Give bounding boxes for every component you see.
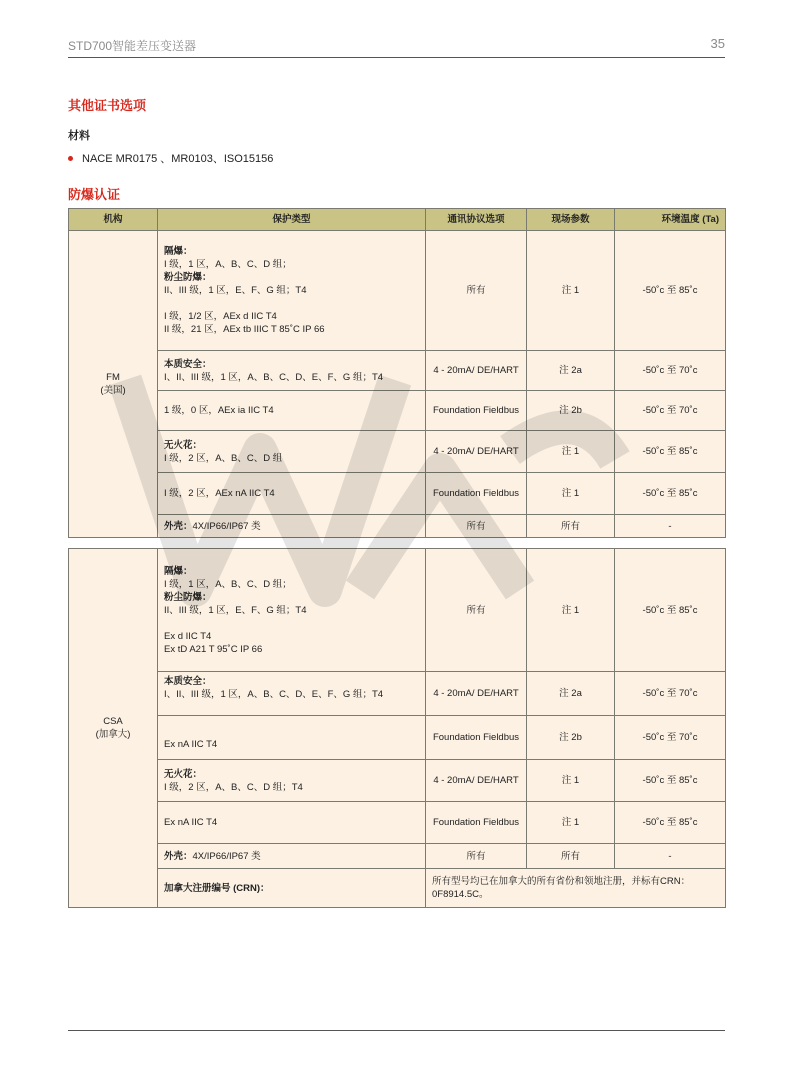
- protection-cell: [158, 351, 426, 391]
- table-row: [69, 802, 726, 844]
- certification-table-csa: [68, 548, 726, 908]
- protection-cell: [158, 672, 426, 716]
- param-cell: 注 1: [527, 231, 615, 351]
- crn-label-cell: 加拿大注册编号 (CRN)：: [158, 869, 426, 908]
- comm-cell: Foundation Fieldbus: [426, 716, 527, 760]
- protection-title: 无火花：: [164, 439, 203, 451]
- table-row: [69, 549, 726, 672]
- protection-title: 隔爆：: [164, 246, 193, 257]
- header-rule: [68, 57, 725, 58]
- protection-title: 粉尘防爆：: [164, 272, 212, 283]
- protection-cell: 1 级，0 区，AEx ia IIC T4: [158, 391, 426, 431]
- table-row: [69, 716, 726, 760]
- running-header-title: STD700智能差压变送器: [68, 39, 197, 53]
- param-cell: 注 2a: [527, 672, 615, 716]
- protection-cell: [158, 231, 426, 351]
- table-row: [69, 869, 726, 908]
- comm-cell: 所有: [426, 231, 527, 351]
- protection-line: II、III 级，1 区，E、F、G 组；T4: [164, 604, 307, 616]
- section-heading-other-certificates: 其他证书选项: [68, 98, 147, 113]
- enclosure-value: 4X/IP66/IP67 类: [192, 850, 261, 862]
- param-cell: 所有: [527, 515, 615, 538]
- comm-cell: 所有: [426, 844, 527, 869]
- protection-line: I 级，2 区，A、B、C、D 组: [164, 452, 283, 464]
- protection-title: 隔爆：: [164, 565, 193, 577]
- protection-cell: [158, 431, 426, 473]
- protection-line: I、II、III 级，1 区，A、B、C、D、E、F、G 组；T4: [164, 689, 384, 700]
- crn-value-line: 0F8914.5C。: [432, 889, 489, 900]
- comm-cell: Foundation Fieldbus: [426, 473, 527, 515]
- protection-line: Ex tD A21 T 95˚C IP 66: [164, 643, 263, 655]
- protection-line: Ex d IIC T4: [164, 630, 212, 642]
- temp-cell: -50˚c 至 70˚c: [615, 716, 726, 760]
- page-number: 35: [710, 36, 725, 51]
- temp-cell: -: [615, 844, 726, 869]
- temp-cell: -50˚c 至 85˚c: [615, 760, 726, 802]
- param-cell: 注 2a: [527, 351, 615, 391]
- comm-cell: 4 - 20mA/ DE/HART: [426, 431, 527, 473]
- table-header-row: [69, 209, 726, 231]
- agency-name: CSA: [103, 716, 123, 727]
- crn-value-cell: [426, 869, 726, 908]
- protection-cell: [158, 515, 426, 538]
- temp-cell: -50˚c 至 85˚c: [615, 231, 726, 351]
- protection-line: II 级，21 区，AEx tb IIIC T 85˚C IP 66: [164, 324, 325, 335]
- protection-title: 本质安全：: [164, 676, 212, 687]
- comm-cell: 4 - 20mA/ DE/HART: [426, 351, 527, 391]
- table-row: [69, 515, 726, 538]
- comm-cell: 4 - 20mA/ DE/HART: [426, 672, 527, 716]
- param-cell: 所有: [527, 844, 615, 869]
- header-protection-type: 保护类型: [158, 209, 426, 231]
- header-comm-protocol: 通讯协议选项: [426, 209, 527, 231]
- protection-cell: [158, 549, 426, 672]
- protection-line: I 级，1/2 区，AEx d IIC T4: [164, 311, 277, 322]
- param-cell: 注 1: [527, 802, 615, 844]
- bullet-dot-icon: [68, 156, 73, 161]
- protection-cell: Ex nA IIC T4: [158, 716, 426, 760]
- footer-rule: [68, 1030, 725, 1031]
- protection-title: 本质安全：: [164, 358, 212, 370]
- header-agency: 机构: [69, 209, 158, 231]
- agency-country: (美国): [100, 385, 126, 396]
- header-field-parameters: 现场参数: [527, 209, 615, 231]
- protection-line: I 级，1 区，A、B、C、D 组；: [164, 259, 292, 270]
- protection-cell: Ex nA IIC T4: [158, 802, 426, 844]
- param-cell: 注 1: [527, 549, 615, 672]
- param-cell: 注 2b: [527, 716, 615, 760]
- protection-line: I 级，1 区，A、B、C、D 组；: [164, 578, 292, 590]
- table-row: [69, 844, 726, 869]
- protection-line: I、II、III 级，1 区，A、B、C、D、E、F、G 组；T4: [164, 371, 384, 383]
- certification-table: [68, 208, 726, 538]
- materials-bullet-text: NACE MR0175 、MR0103、ISO15156: [82, 153, 274, 165]
- agency-cell-csa: [69, 549, 158, 908]
- enclosure-label: 外壳：: [164, 850, 193, 862]
- protection-cell: I 级，2 区，AEx nA IIC T4: [158, 473, 426, 515]
- param-cell: 注 1: [527, 431, 615, 473]
- comm-cell: 所有: [426, 549, 527, 672]
- temp-cell: -50˚c 至 85˚c: [615, 473, 726, 515]
- enclosure-label: 外壳：: [164, 520, 193, 532]
- param-cell: 注 1: [527, 760, 615, 802]
- protection-line: I 级，2 区，A、B、C、D 组；T4: [164, 781, 303, 793]
- agency-cell-fm: [69, 231, 158, 538]
- comm-cell: Foundation Fieldbus: [426, 391, 527, 431]
- temp-cell: -: [615, 515, 726, 538]
- crn-value-line: 所有型号均已在加拿大的所有省份和领地注册，并标有CRN：: [432, 876, 691, 887]
- temp-cell: -50˚c 至 70˚c: [615, 351, 726, 391]
- temp-cell: -50˚c 至 70˚c: [615, 391, 726, 431]
- table-row: [69, 391, 726, 431]
- materials-bullet: [68, 150, 273, 166]
- section-heading-explosion-proof: 防爆认证: [68, 187, 121, 202]
- comm-cell: 所有: [426, 515, 527, 538]
- enclosure-value: 4X/IP66/IP67 类: [192, 520, 261, 532]
- param-cell: 注 1: [527, 473, 615, 515]
- table-row: [69, 473, 726, 515]
- agency-country: (加拿大): [95, 729, 131, 740]
- protection-cell: [158, 760, 426, 802]
- materials-subheading: 材料: [68, 130, 90, 142]
- table-row: [69, 431, 726, 473]
- comm-cell: Foundation Fieldbus: [426, 802, 527, 844]
- header-ambient-temp: 环境温度 (Ta): [615, 209, 726, 231]
- protection-line: II、III 级，1 区，E、F、G 组；T4: [164, 285, 307, 296]
- param-cell: 注 2b: [527, 391, 615, 431]
- temp-cell: -50˚c 至 70˚c: [615, 672, 726, 716]
- temp-cell: -50˚c 至 85˚c: [615, 802, 726, 844]
- protection-cell: [158, 844, 426, 869]
- agency-name: FM: [106, 372, 120, 383]
- protection-title: 粉尘防爆：: [164, 591, 212, 603]
- temp-cell: -50˚c 至 85˚c: [615, 431, 726, 473]
- protection-title: 无火花：: [164, 768, 203, 780]
- table-row: [69, 231, 726, 351]
- temp-cell: -50˚c 至 85˚c: [615, 549, 726, 672]
- table-row: [69, 760, 726, 802]
- table-row: [69, 351, 726, 391]
- table-row: [69, 672, 726, 716]
- comm-cell: 4 - 20mA/ DE/HART: [426, 760, 527, 802]
